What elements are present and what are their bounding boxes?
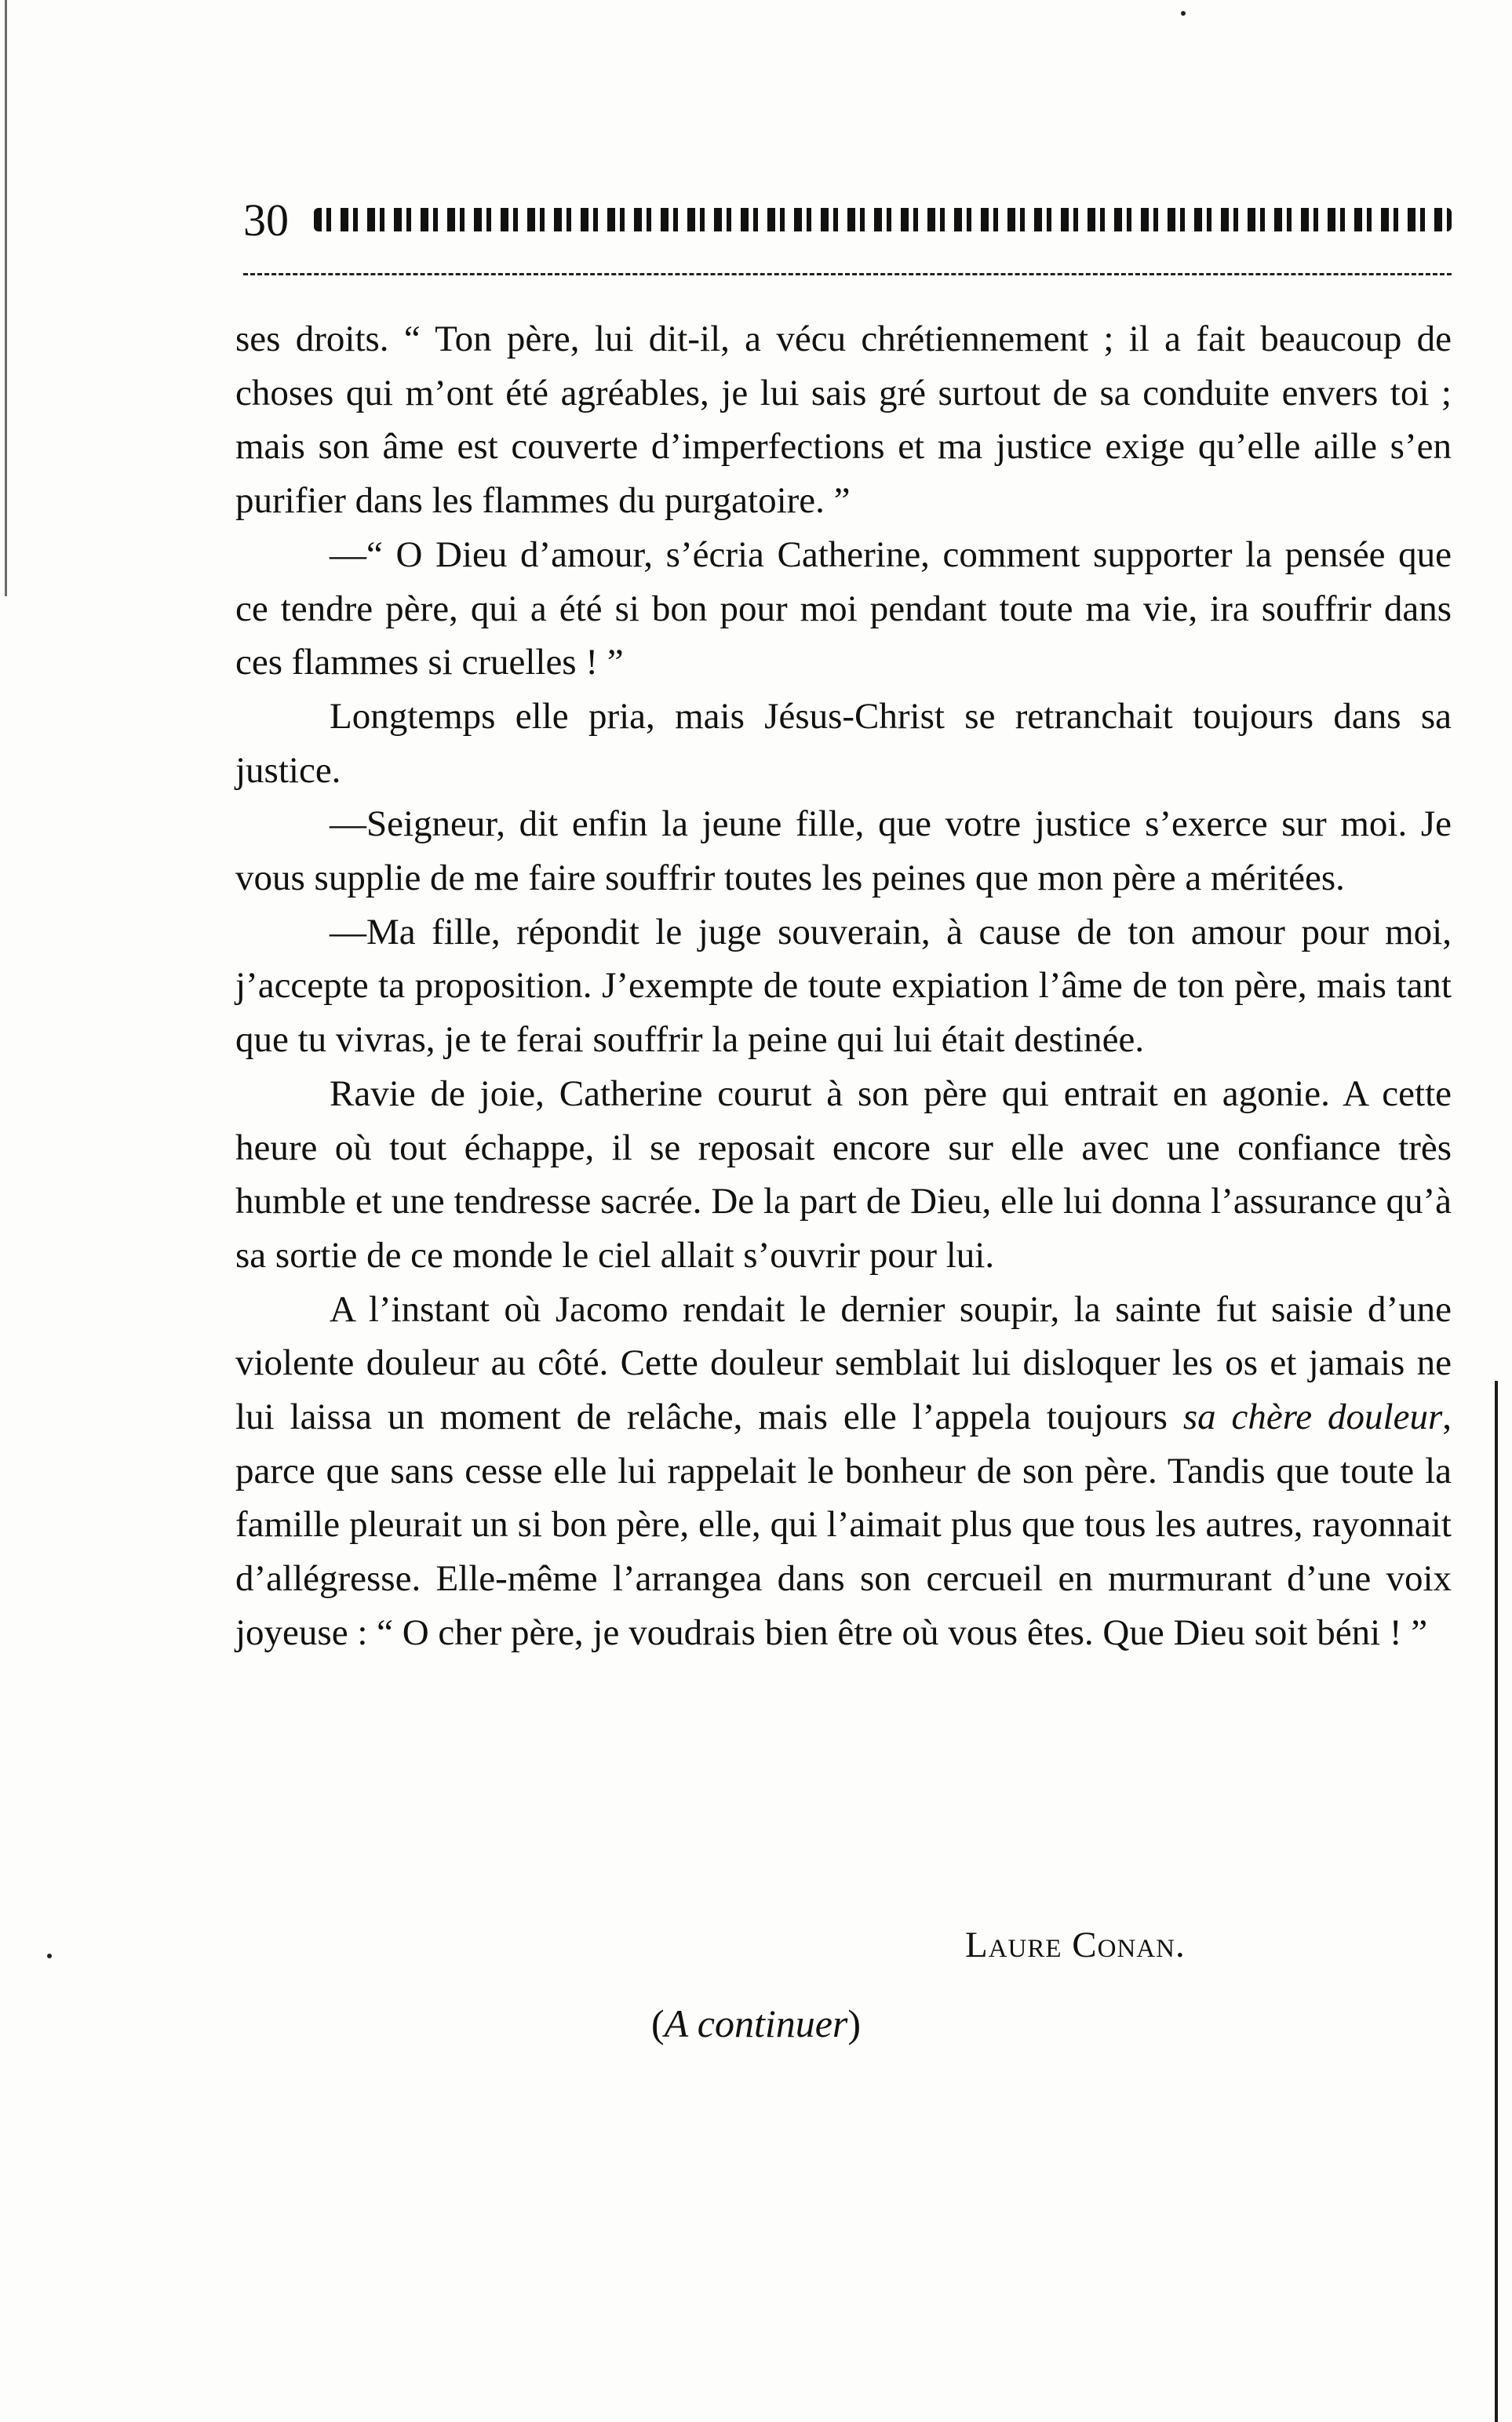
- paragraph-6: Ravie de joie, Catherine courut à son père qui entrait en agonie. A cette heure où tout échappe, il se reposait encore sur elle avec une confiance très humble et une tendresse sacrée. De la part de Dieu, elle lui donna l’assurance qu’à sa sortie de ce monde le ciel allait s’ouvrir pour lui.: [235, 1073, 1452, 1276]
- paragraph-5: —Ma fille, répondit le juge souverain, à cause de ton amour pour moi, j’accepte ta proposition. J’exempte de toute expiation l’âme de ton père, mais tant que tu vivras, je te ferai souffrir la peine qui lui était destinée.: [235, 911, 1452, 1061]
- paragraph-2: —“ O Dieu d’amour, s’écria Catherine, comment supporter la pensée que ce tendre père, qui a été si bon pour moi pendant toute ma vie, ira souffrir dans ces flammes si cruelles ! ”: [235, 534, 1452, 683]
- author-signature: Laure Conan.: [965, 1925, 1186, 1965]
- header-rule: [243, 273, 1452, 275]
- continuation-note: [0, 2001, 1512, 2046]
- running-header: [243, 188, 1452, 251]
- close-paren: ): [847, 2001, 862, 2045]
- running-title-text: [314, 208, 315, 209]
- print-speck: [1181, 11, 1186, 16]
- ornamental-running-title: [314, 208, 1452, 231]
- page-number: 30: [243, 194, 289, 246]
- left-margin-rule: [5, 0, 7, 596]
- paragraph-7: [235, 1283, 1452, 1660]
- paragraph-4: —Seigneur, dit enfin la jeune fille, que votre justice s’exerce sur moi. Je vous supplie de me faire souffrir toutes les peines que mon père a méritées.: [235, 803, 1452, 899]
- paragraph-1: ses droits. “ Ton père, lui dit-il, a vécu chrétiennement ; il a fait beaucoup de choses qui m’ont été agréables, je lui sais gré surtout de sa conduite envers toi ; mais son âme est couverte d’imperfections et ma justice exige qu’elle aille s’en purifier dans les flammes du purgatoire. ”: [235, 319, 1452, 522]
- article-body: [235, 312, 1452, 1660]
- paragraph-3: Longtemps elle pria, mais Jésus-Christ se retranchait toujours dans sa justice.: [235, 695, 1452, 791]
- italic-phrase: sa chère douleur: [1182, 1397, 1443, 1438]
- paragraph-7-start: A l’instant où Jacomo rendait le dernier soupir, la sainte fut saisie d’une violente douleur au côté. Cette douleur semblait lui disloquer les os et jamais ne lui laissa un moment de relâche, mais elle l’appela toujours: [235, 1288, 1452, 1438]
- paragraph-7-end: , parce que sans cesse elle lui rappelait le bonheur de son père. Tandis que toute la famille pleurait un si bon père, elle, qui l’aimait plus que tous les autres, rayonnait d’allégresse. Elle-même l’arrangea dans son cercueil en murmurant d’une voix joyeuse : “ O cher père, je voudrais bien être où vous êtes. Que Dieu soit béni ! ”: [235, 1397, 1452, 1653]
- right-margin-rule: [1495, 1381, 1498, 2422]
- continuation-text: A continuer: [664, 2001, 848, 2045]
- open-paren: (: [650, 2001, 665, 2045]
- print-speck: [47, 1954, 52, 1958]
